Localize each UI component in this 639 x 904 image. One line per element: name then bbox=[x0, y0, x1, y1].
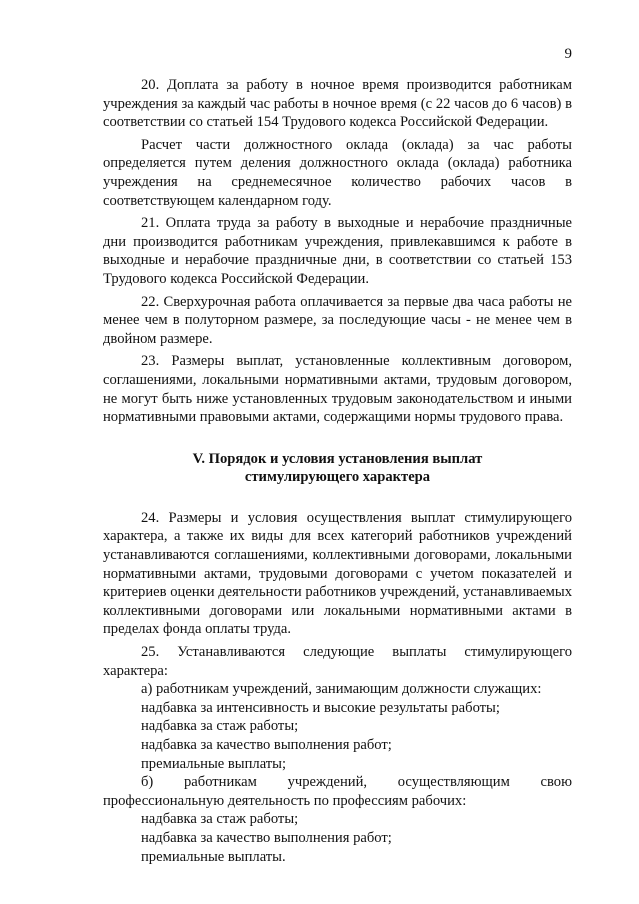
list-a-item: премиальные выплаты; bbox=[141, 755, 287, 772]
section-heading bbox=[103, 450, 572, 487]
section-heading-line-1: V. Порядок и условия установления выплат bbox=[192, 450, 483, 467]
paragraph-hourly-rate: Расчет части должностного оклада (оклада) за час работы определяется путем деления должностного оклада (оклада) работника учреждения на среднемесячное количество рабочих часов в соответствующем календарном году. bbox=[103, 136, 572, 209]
paragraph-25: 25. Устанавливаются следующие выплаты стимулирующего характера: bbox=[103, 644, 572, 679]
section-heading-line-2: стимулирующего характера bbox=[244, 469, 431, 486]
list-a-item: надбавка за интенсивность и высокие результаты работы; bbox=[141, 699, 500, 716]
list-a-item: надбавка за качество выполнения работ; bbox=[141, 737, 392, 753]
list-b-item: премиальные выплаты. bbox=[141, 848, 286, 865]
list-b-item: надбавка за стаж работы; bbox=[141, 811, 299, 828]
list-b-item: надбавка за качество выполнения работ; bbox=[141, 829, 392, 846]
list-b-heading: б) работникам учреждений, осуществляющим свою профессиональную деятельность по профессиям рабочих: bbox=[103, 774, 572, 809]
paragraph-21: 21. Оплата труда за работу в выходные и нерабочие праздничные дни производится работникам учреждения, привлекавшимся к работе в выходные и нерабочие праздничные дни, в соответствии со статьей 153 Трудового кодекса Российской Федерации. bbox=[103, 215, 572, 287]
paragraph-24: 24. Размеры и условия осуществления выплат стимулирующего характера, а также их виды для всех категорий работников учреждений устанавливаются соглашениями, коллективными договорами, локальными нормативными актами, трудовыми договорами с учетом показателей и критериев оценки деятельности работников учреждений, устанавливаемых коллективными договорами или локальными нормативными актами в пределах фонда оплаты труда. bbox=[103, 509, 572, 638]
page-number: 9 bbox=[564, 46, 572, 62]
list-a-item: надбавка за стаж работы; bbox=[141, 718, 299, 735]
paragraph-20: 20. Доплата за работу в ночное время производится работникам учреждения за каждый час работы в ночное время (с 22 часов до 6 часов) в соответствии со статьей 154 Трудового кодекса Российской Федерации. bbox=[103, 77, 572, 131]
paragraph-23: 23. Размеры выплат, установленные коллективным договором, соглашениями, локальными нормативными актами, трудовым договором, не могут быть ниже установленных трудовым законодательством и иными нормативными правовыми актами, содержащими нормы трудового права. bbox=[103, 353, 572, 426]
list-a-heading: а) работникам учреждений, занимающим должности служащих: bbox=[141, 681, 542, 698]
paragraph-22: 22. Сверхурочная работа оплачивается за первые два часа работы не менее чем в полуторном размере, за последующие часы - не менее чем в двойном размере. bbox=[103, 293, 572, 347]
document-body bbox=[103, 76, 572, 866]
